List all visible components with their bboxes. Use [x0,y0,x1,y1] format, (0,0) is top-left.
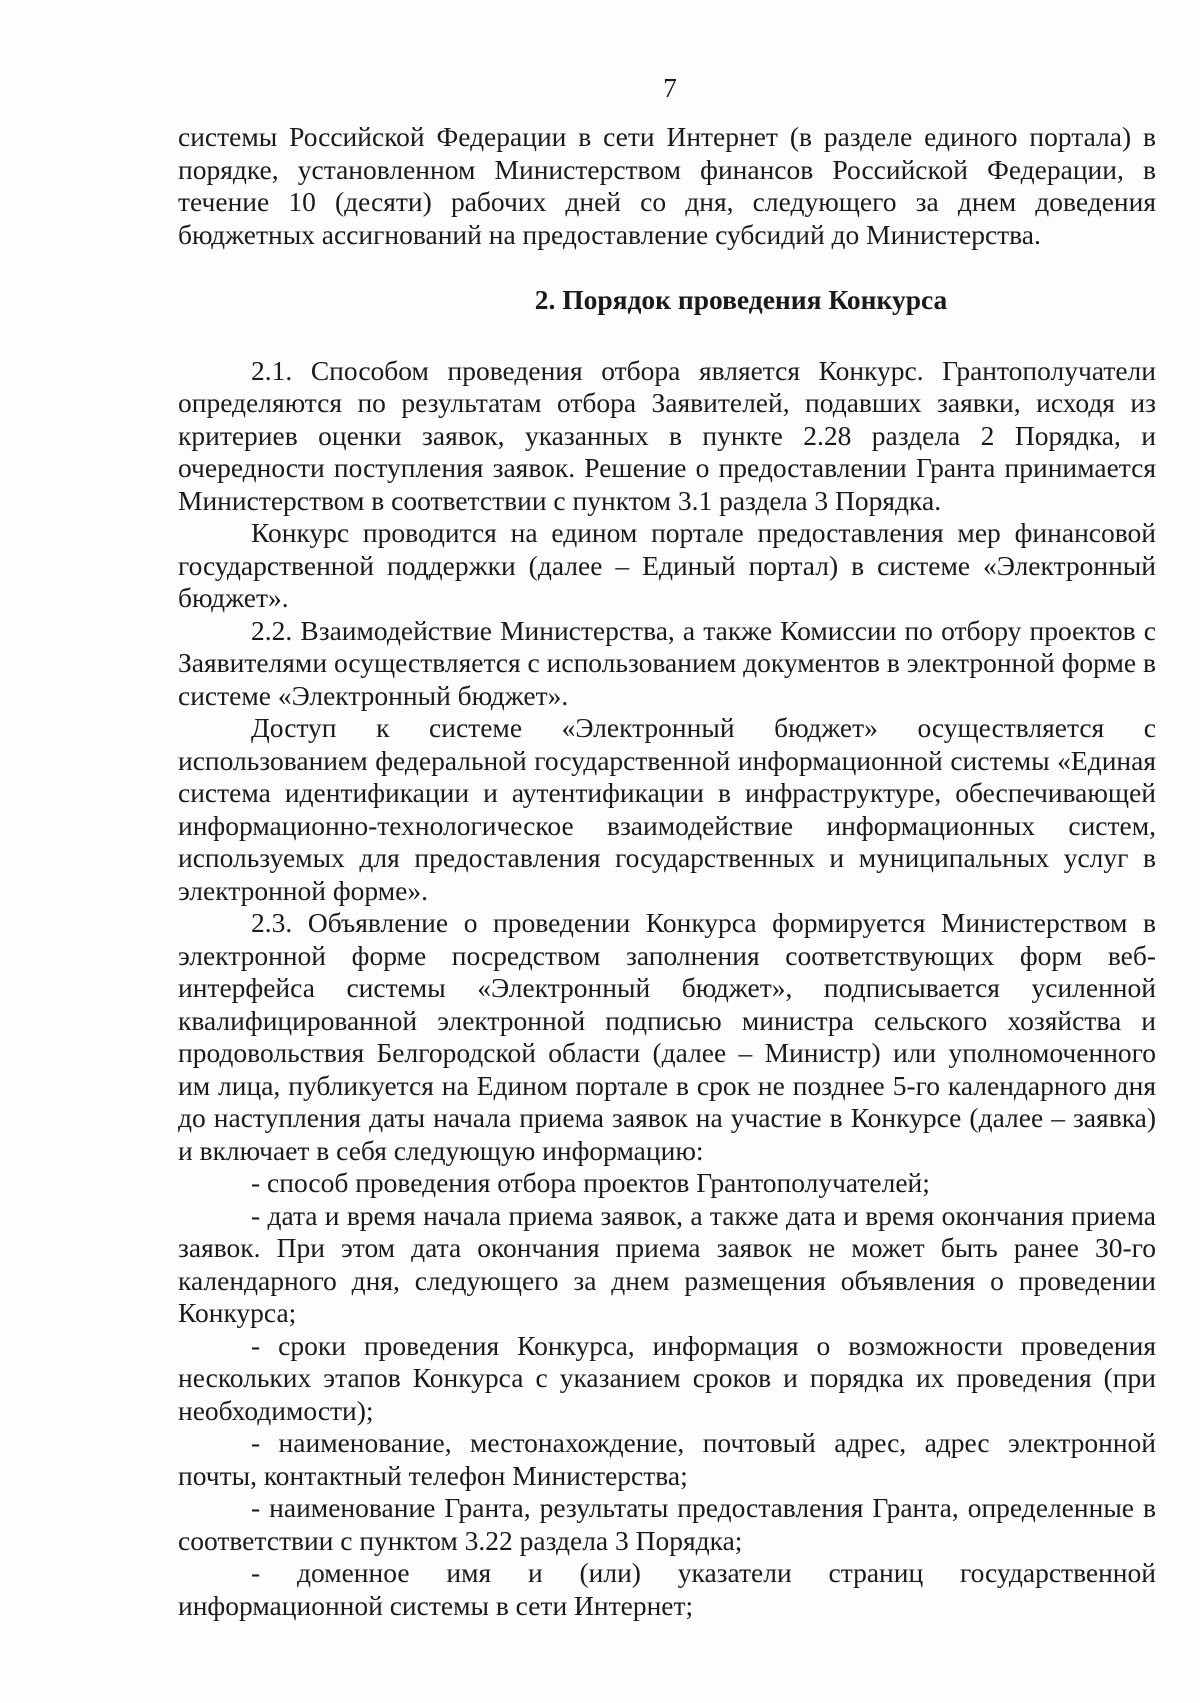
list-item-dates: - дата и время начала приема заявок, а также дата и время окончания приема заявок. При этом дата окончания приема заявок не может быть ранее 30-го календарного дня, следующего за днем размещения объявления о проведении Конкурса; [178,1199,1156,1328]
page-number: 7 [663,72,677,103]
paragraph-2-3: 2.3. Объявление о проведении Конкурса формируется Министерством в электронной форме посредством заполнения соответствующих форм веб-интерфейса системы «Электронный бюджет», подписывается усиленной квалифицированной электронной подписью министра сельского хозяйства и продовольствия Белгородской области (далее – Министр) или уполномоченного им лица, публикуется на Едином портале в срок не позднее 5-го календарного дня до наступления даты начала приема заявок на участие в Конкурсе (далее – заявка) и включает в себя следующую информацию: [178,907,1156,1166]
paragraph-2-2: 2.2. Взаимодействие Министерства, а также Комиссии по отбору проектов с Заявителями осуществляется с использованием документов в электронной форме в системе «Электронный бюджет». [178,614,1156,711]
section-heading: 2. Порядок проведения Конкурса [534,284,948,315]
document-body [178,121,1156,1622]
list-item-terms: - сроки проведения Конкурса, информация о возможности проведения нескольких этапов Конкурса с указанием сроков и порядка их проведения (при необходимости); [178,1329,1156,1426]
list-item-contacts: - наименование, местонахождение, почтовый адрес, адрес электронной почты, контактный телефон Министерства; [178,1427,1156,1491]
list-item-grant-name: - наименование Гранта, результаты предоставления Гранта, определенные в соответствии с пунктом 3.22 раздела 3 Порядка; [178,1492,1156,1556]
list-item-domain: - доменное имя и (или) указатели страниц государственной информационной системы в сети Интернет; [178,1557,1156,1621]
paragraph-2-1: 2.1. Способом проведения отбора является Конкурс. Грантополучатели определяются по результатам отбора Заявителей, подавших заявки, исходя из критериев оценки заявок, указанных в пункте 2.28 раздела 2 Порядка, и очередности поступления заявок. Решение о предоставлении Гранта принимается Министерством в соответствии с пунктом 3.1 раздела 3 Порядка. [178,354,1156,516]
list-item-method: - способ проведения отбора проектов Грантополучателей; [251,1167,930,1198]
paragraph-portal: Конкурс проводится на едином портале предоставления мер финансовой государственной поддержки (далее – Единый портал) в системе «Электронный бюджет». [178,517,1156,613]
paragraph-continued: системы Российской Федерации в сети Интернет (в разделе единого портала) в порядке, установленном Министерством финансов Российской Федерации, в течение 10 (десяти) рабочих дней со дня, следующего за днем доведения бюджетных ассигнований на предоставление субсидий до Министерства. [178,121,1156,250]
paragraph-access: Доступ к системе «Электронный бюджет» осуществляется с использованием федеральной государственной информационной системы «Единая система идентификации и аутентификации в инфраструктуре, обеспечивающей информационно-технологическое взаимодействие информационных систем, используемых для предоставления государственных и муниципальных услуг в электронной форме». [178,712,1156,906]
